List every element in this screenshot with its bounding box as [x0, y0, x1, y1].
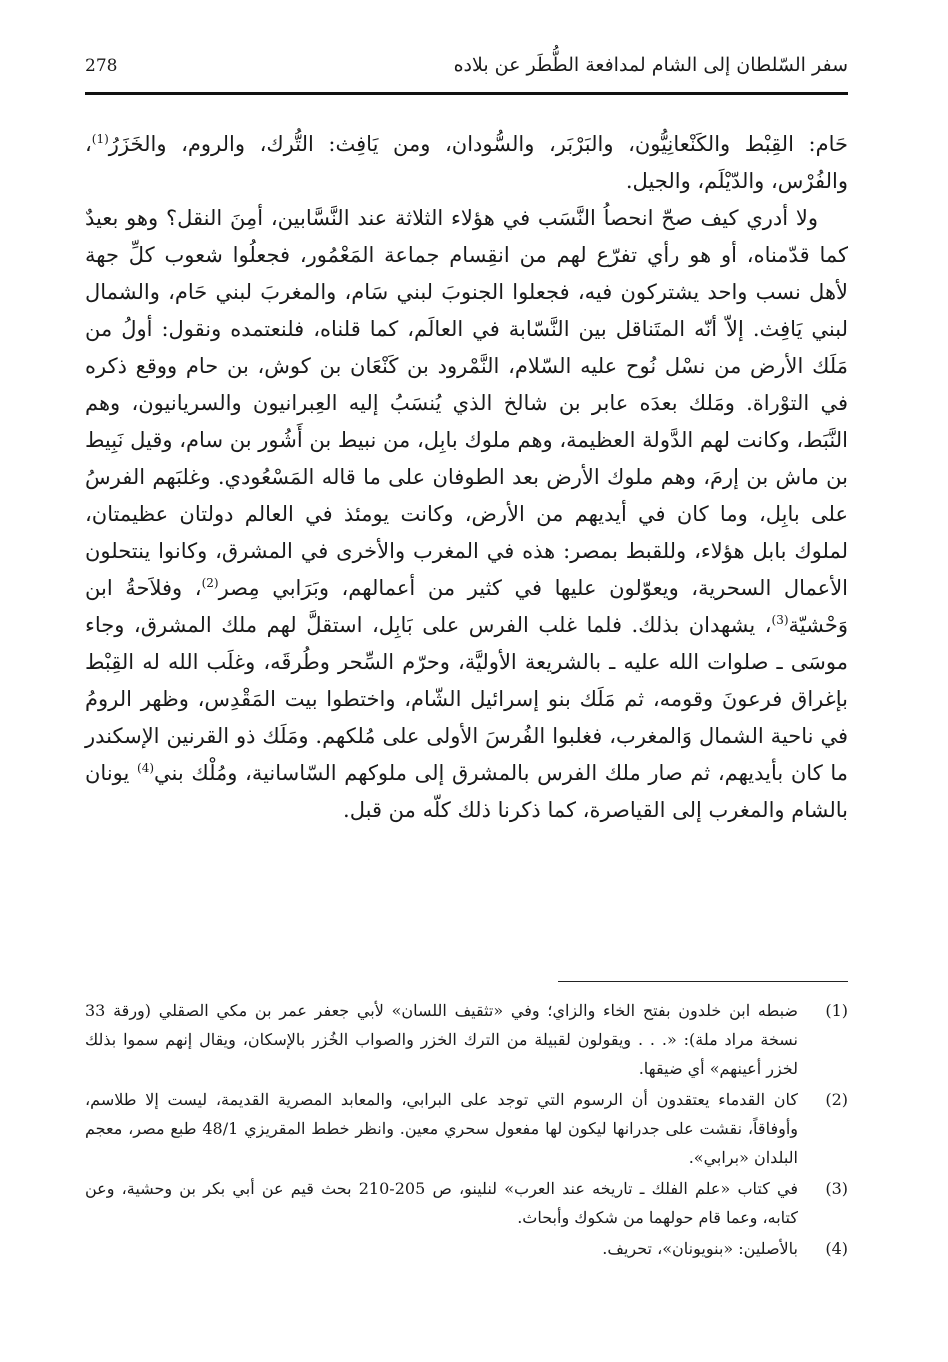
- footnote-rule: [558, 981, 848, 982]
- footnote: [85, 996, 848, 1083]
- footnote-text: ضبطه ابن خلدون بفتح الخاء والزاي؛ وفي «تثقيف اللسان» لأبي جعفر عمر بن مكي الصقلي (ورقة 33 نسخة مراد ملة): «. . . ويقولون لقبيلة من الترك الخزر والصواب الخُزر بالإسكان، ويقال إنهم سموا بذلك لخزر أعينهم» أي ضيقها.: [85, 1001, 798, 1078]
- footnote: [85, 1174, 848, 1232]
- paragraph: [85, 126, 848, 200]
- footnote-text: في كتاب «علم الفلك ـ تاريخه عند العرب» لنلينو، ص 205-210 بحث قيم عن أبي بكر بن وحشية، وعن كتابه، وعما قام حولهما من شكوك وأبحاث.: [85, 1179, 798, 1227]
- paragraph: [85, 200, 848, 829]
- text-segment: ولا أدري كيف صحّ انحصاُ النَّسَب في هؤلاء الثلاثة عند النَّسَّابين، أمِنَ النقل؟ وهو بعيدٌ كما قدّمناه، أو هو رأي تفرّع لهم من انقِسام جماعة المَعْمُور، فجعلُوا شعوب كلِّ جهة لأهل نسب واحد يشتركون فيه، فجعلوا الجنوبَ لبني سَام، والمغربَ لبني حَام، والشمال لبني يَافِث. إلاّ أنّه المتَناقل بين النَّسّابة في العالَم، كما قلناه، فلنعتمده ونقول: أولُ من مَلَك الأرض من نسْل نُوح عليه السّلام، النَّمْرود بن كَنْعَان بن كوش، بن حام ووقع ذكره في التوْراة. ومَلك بعدَه عابر بن شالخ الذي يُنسَبُ إليه العِبرانيون والسريانيون، وهم النَّبَط، وكانت لهم الدَّولة العظيمة، وهم ملوك بابِل، من نبيط بن أَشُور بن سام، وقيل نَبِيط بن ماش بن إرمَ، وهم ملوك الأرض بعد الطوفان على ما قاله المَسْعُودي. وغلبَهم الفرسُ على بابِل، وما كان في أيديهم من الأرض، وكانت يومئذ في العالم دولتان عظيمتان، لملوك بابل هؤلاء، وللقبط بمصر: هذه في المغرب والأخرى في المشرق، وكانوا ينتحلون الأعمال السحرية، ويعوّلون عليها في كثير من أعمالهم، وبَرَابي مِصر: [85, 206, 849, 600]
- text-segment: ، والفُرْس، والدّيْلَم، والجيل.: [85, 132, 848, 193]
- text-segment: ، وفلاَحةُ ابن وَحْشيّة: [85, 576, 848, 637]
- footnote-number: (2): [825, 1090, 848, 1109]
- header-rule: [85, 92, 848, 95]
- footnote: [85, 1234, 848, 1263]
- text-segment: حَام: القِبْط والكَنْعانِيُّون، والبَرْبَر، والسُّودان، ومن يَافِث: التُّرك، والروم، والخَزَرُ: [108, 132, 848, 156]
- text-segment: ، يشهدان بذلك. فلما غلب الفرس على بَابِل، استقلَّ لهم ملك المشرق، وجاء موسَى ـ صلوات الله عليه ـ بالشريعة الأوليَّة، وحرّم السِّحر وطُرقَه، وغلَب الله له القِبْط بإغراق فرعونَ وقومه، ثم مَلَك بنو إسرائيل الشّام، واختطوا بيت المَقْدِس، وظهر الرومُ في ناحية الشمال وَالمغرب، فغلبوا الفُرسَ الأولى على مُلكهم. ومَلَك ذو القرنين الإسكندر ما كان بأيديهم، ثم صار ملك الفرس بالمشرق إلى ملوكهم السّاسانية، ومُلْك بني: [85, 613, 848, 785]
- footnote-ref: (4): [137, 761, 155, 775]
- page-header: [85, 52, 848, 92]
- footnote-ref: (1): [91, 132, 109, 146]
- footnote-number: (3): [825, 1179, 848, 1198]
- running-title: سفر السّلطان إلى الشام لمدافعة الطُّطَر عن بلاده: [453, 54, 848, 76]
- footnote-text: كان القدماء يعتقدون أن الرسوم التي توجد على البرابي، والمعابد المصرية القديمة، ليست إلا طلاسم، وأوفاقاً، نقشت على جدرانها ليكون لها مفعول سحري معين. وانظر خطط المقريزي 48/1 طبع مصر، معجم البلدان «برابي».: [85, 1090, 798, 1167]
- footnote: [85, 1085, 848, 1172]
- footnote-text: بالأصلين: «بنويونان»، تحريف.: [602, 1239, 798, 1258]
- page-number: 278: [85, 56, 118, 76]
- text-segment: يونان بالشام والمغرب إلى القياصرة، كما ذكرنا ذلك كلّه من قبل.: [85, 761, 848, 822]
- footnote-number: (4): [825, 1239, 848, 1258]
- footnote-ref: (3): [771, 613, 789, 627]
- footnote-number: (1): [825, 1001, 848, 1020]
- footnote-ref: (2): [201, 576, 219, 590]
- footnotes: [85, 996, 848, 1265]
- main-text: [85, 126, 848, 829]
